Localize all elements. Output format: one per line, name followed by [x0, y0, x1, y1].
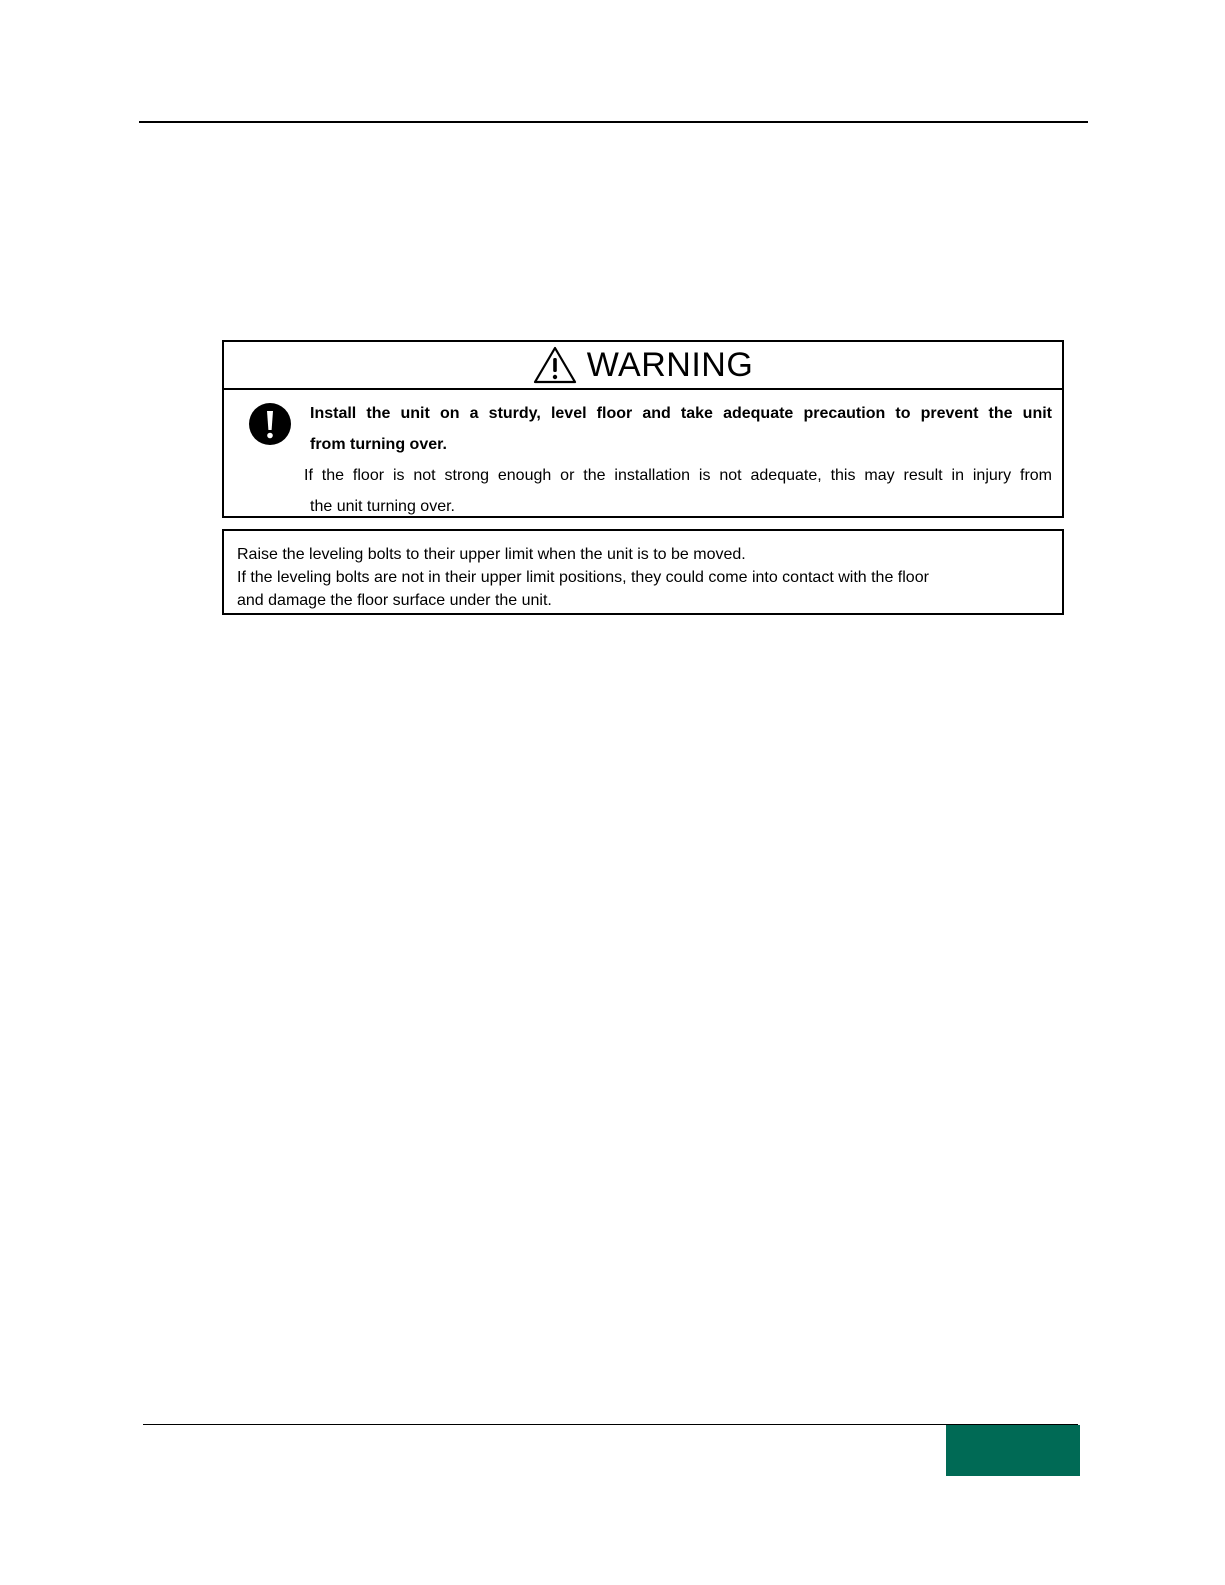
notice-line-2: If the leveling bolts are not in their upper limit positions, they could come into contact with the floor	[237, 569, 929, 586]
warning-box	[222, 340, 1064, 518]
warning-detail-line-1: If the floor is not strong enough or the installation is not adequate, this may result in injury from	[304, 467, 1052, 484]
warning-detail-line-2: the unit turning over.	[310, 498, 455, 515]
exclamation-circle-icon	[248, 402, 292, 446]
warning-instruction-line-2: from turning over.	[310, 436, 447, 453]
header-rule	[139, 121, 1088, 123]
warning-instruction-line-1: Install the unit on a sturdy, level floor and take adequate precaution to prevent the unit	[310, 405, 1052, 422]
warning-body	[224, 390, 1062, 518]
warning-header	[224, 342, 1062, 390]
warning-title: WARNING	[586, 345, 754, 384]
warning-triangle-icon	[533, 346, 577, 384]
notice-line-1: Raise the leveling bolts to their upper limit when the unit is to be moved.	[237, 546, 746, 563]
notice-box	[222, 529, 1064, 615]
footer-rule	[143, 1424, 1078, 1425]
notice-line-3: and damage the floor surface under the unit.	[237, 592, 552, 609]
page-tab-marker	[946, 1425, 1080, 1476]
